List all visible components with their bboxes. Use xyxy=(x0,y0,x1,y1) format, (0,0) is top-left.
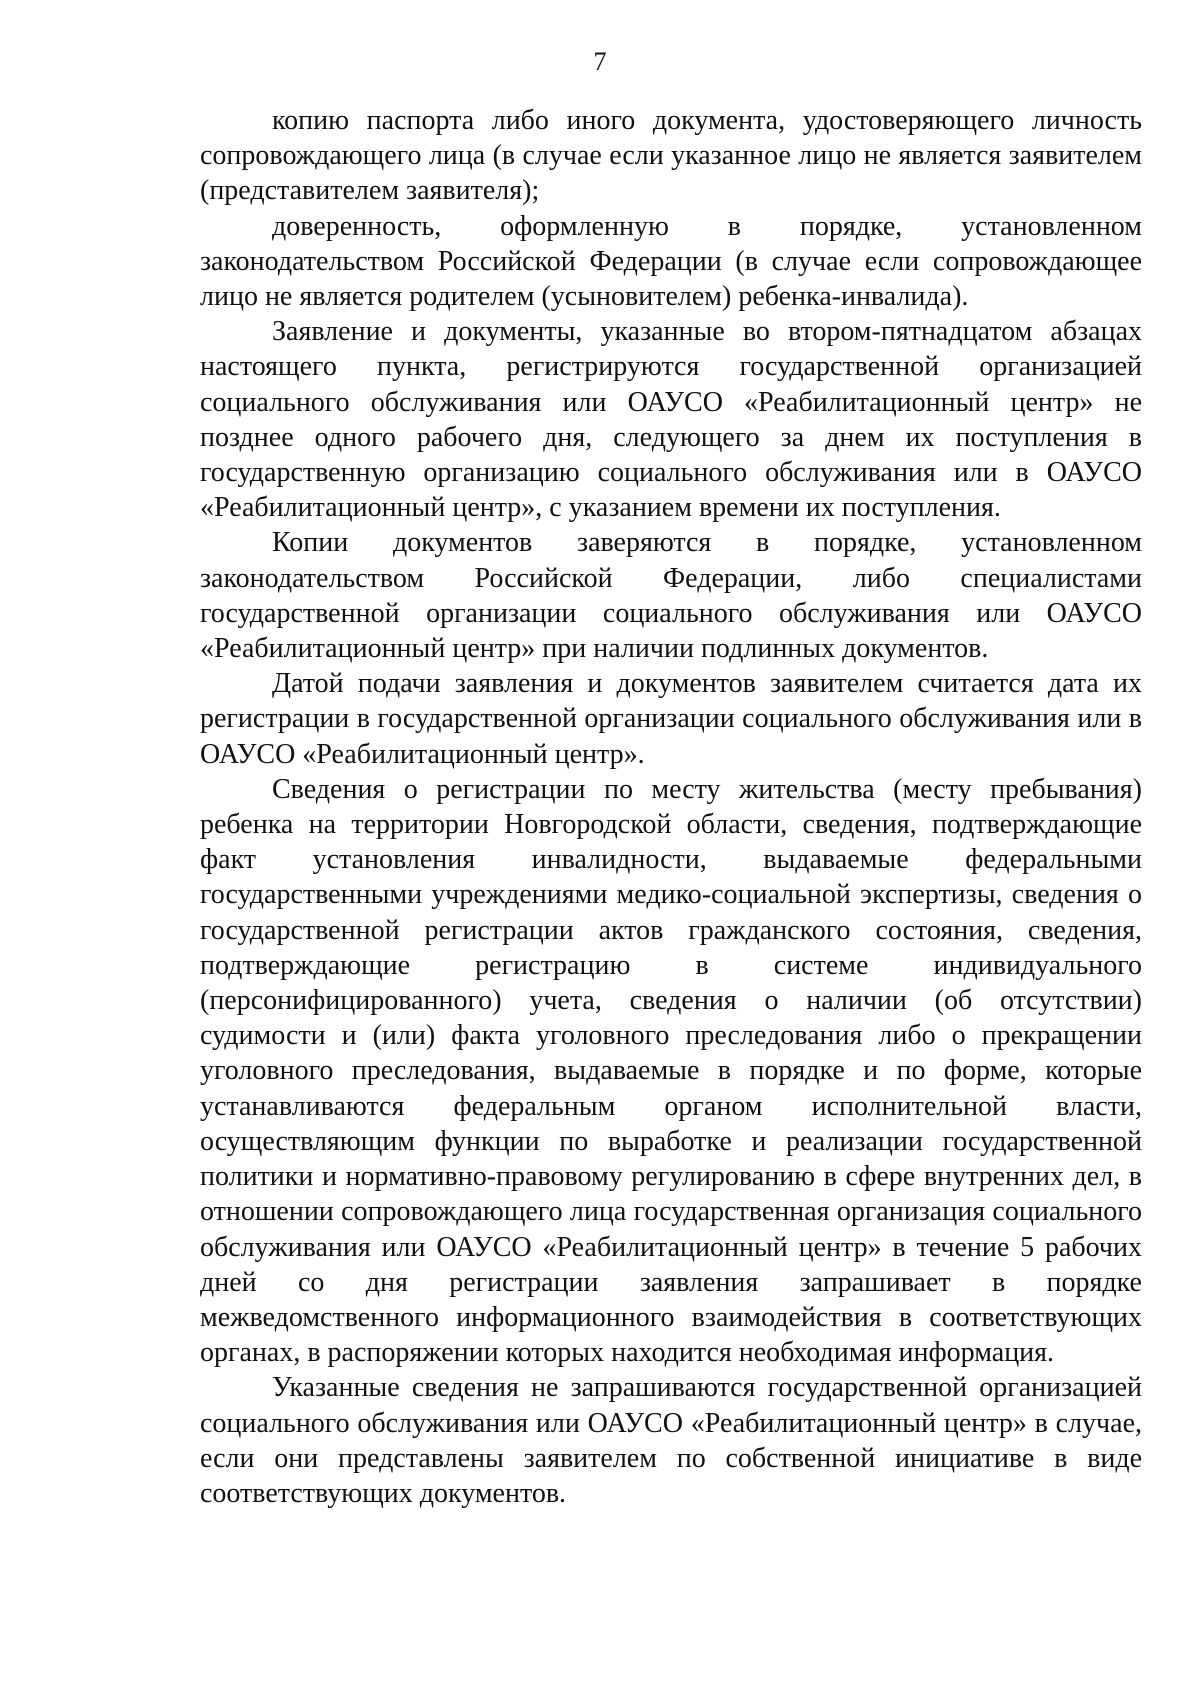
paragraph-interagency-requests: Сведения о регистрации по месту жительства (месту пребывания) ребенка на территории Новгородской области, сведения, подтверждающие факт установления инвалидности, выдаваемые федеральными государственными учреждениями медико-социальной экспертизы, сведения о государственной регистрации актов гражданского состояния, сведения, подтверждающие регистрацию в системе индивидуального (персонифицированного) учета, сведения о наличии (об отсутствии) судимости и (или) факта уголовного преследования либо о прекращении уголовного преследования, выдаваемые в порядке и по форме, которые устанавливаются федеральным органом исполнительной власти, осуществляющим функции по выработке и реализации государственной политики и нормативно-правовому регулированию в сфере внутренних дел, в отношении сопровождающего лица государственная организация социального обслуживания или ОАУСО «Реабилитационный центр» в течение 5 рабочих дней со дня регистрации заявления запрашивает в порядке межведомственного информационного взаимодействия в соответствующих органах, в распоряжении которых находится необходимая информация. xyxy=(200,773,1142,1369)
paragraph-registration-of-documents: Заявление и документы, указанные во втором-пятнадцатом абзацах настоящего пункта, регистрируются государственной организацией социального обслуживания или ОАУСО «Реабилитационный центр» не позднее одного рабочего дня, следующего за днем их поступления в государственную организацию социального обслуживания или в ОАУСО «Реабилитационный центр», с указанием времени их поступления. xyxy=(200,316,1142,524)
paragraph-submission-date: Датой подачи заявления и документов заявителем считается дата их регистрации в государственной организации социального обслуживания или в ОАУСО «Реабилитационный центр». xyxy=(200,668,1142,770)
paragraph-passport-copy: копию паспорта либо иного документа, удостоверяющего личность сопровождающего лица (в случае если указанное лицо не является заявителем (представителем заявителя); xyxy=(200,105,1142,207)
paragraph-not-requested: Указанные сведения не запрашиваются государственной организацией социального обслуживания или ОАУСО «Реабилитационный центр» в случае, если они представлены заявителем по собственной инициативе в виде соответствующих документов. xyxy=(200,1372,1142,1509)
paragraph-power-of-attorney: доверенность, оформленную в порядке, установленном законодательством Российской Федерации (в случае если сопровождающее лицо не является родителем (усыновителем) ребенка-инвалида). xyxy=(200,210,1142,313)
page-number: 7 xyxy=(593,47,607,76)
paragraph-certified-copies: Копии документов заверяются в порядке, установленном законодательством Российской Федерации, либо специалистами государственной организации социального обслуживания или ОАУСО «Реабилитационный центр» при наличии подлинных документов. xyxy=(200,527,1142,665)
document-body xyxy=(200,103,1142,1511)
